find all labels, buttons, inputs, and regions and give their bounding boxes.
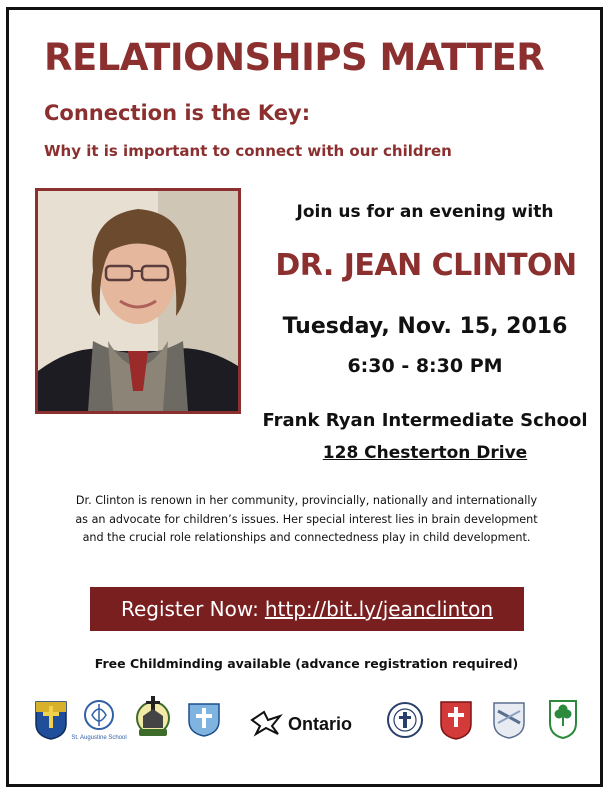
event-time: 6:30 - 8:30 PM: [347, 355, 503, 377]
ontario-trillium-logo: [248, 706, 372, 742]
shamrock-shield-logo: [548, 699, 578, 743]
join-text: Join us for an evening with: [296, 202, 554, 222]
childminding-note: Free Childminding available (advance registration required): [94, 656, 519, 671]
gray-crest-logo: [492, 701, 526, 743]
event-venue: Frank Ryan Intermediate School: [262, 410, 588, 431]
description-line: Dr. Clinton is renown in her community, provincially, nationally and internationally: [75, 494, 538, 507]
address-text: 128 Chesterton Drive: [322, 443, 528, 463]
speaker-name: DR. JEAN CLINTON: [275, 248, 577, 283]
flyer-title: RELATIONSHIPS MATTER: [44, 36, 545, 79]
flyer-subtitle: Connection is the Key:: [44, 101, 311, 125]
register-banner: [90, 587, 524, 631]
blue-crest-logo: [186, 701, 222, 741]
ontario-wordmark: Ontario: [288, 714, 353, 734]
speaker-description: [40, 492, 573, 548]
school-crest-logo: [34, 700, 68, 744]
event-date: Tuesday, Nov. 15, 2016: [282, 314, 568, 339]
register-label: Register Now:: [120, 597, 259, 621]
event-address: [255, 443, 595, 463]
red-shield-logo: [439, 700, 473, 744]
register-link[interactable]: http://bit.ly/jeanclinton: [264, 597, 494, 621]
description-line: and the crucial role relationships and connectedness play in child development.: [82, 531, 531, 544]
flyer-tagline: Why it is important to connect with our children: [44, 142, 452, 160]
speaker-photo: [35, 188, 241, 414]
church-school-logo: [134, 694, 172, 744]
round-seal-logo: [386, 701, 424, 743]
description-line: as an advocate for children’s issues. Her special interest lies in brain development: [75, 512, 538, 526]
school-logo-caption: St. Augustine School: [71, 735, 127, 741]
st-augustine-logo: [71, 698, 127, 746]
